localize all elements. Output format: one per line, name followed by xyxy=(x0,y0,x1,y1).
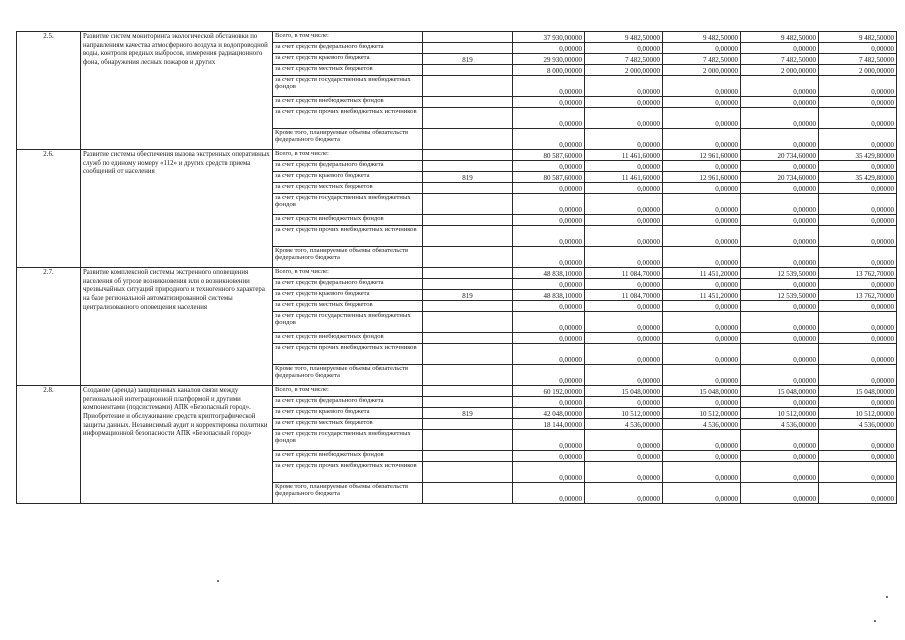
kbk-code: 819 xyxy=(423,290,513,301)
kbk-code: 819 xyxy=(423,408,513,419)
amount-cell: 11 461,60000 xyxy=(585,150,663,161)
amount-cell: 0,00000 xyxy=(513,215,585,226)
amount-cell: 0,00000 xyxy=(741,97,819,108)
kbk-code xyxy=(423,430,513,451)
funding-source: за счет средств местных бюджетов xyxy=(273,301,423,312)
amount-cell: 0,00000 xyxy=(585,247,663,268)
amount-cell: 0,00000 xyxy=(819,333,897,344)
kbk-code xyxy=(423,226,513,247)
amount-cell: 13 762,70000 xyxy=(819,268,897,279)
amount-cell: 0,00000 xyxy=(741,215,819,226)
amount-cell: 0,00000 xyxy=(513,301,585,312)
amount-cell: 0,00000 xyxy=(819,430,897,451)
amount-cell: 0,00000 xyxy=(585,161,663,172)
funding-source: за счет средств прочих внебюджетных источников xyxy=(273,344,423,365)
kbk-code xyxy=(423,150,513,161)
amount-cell: 0,00000 xyxy=(663,279,741,290)
funding-source: за счет средств внебюджетных фондов xyxy=(273,333,423,344)
amount-cell: 11 451,20000 xyxy=(663,268,741,279)
amount-cell: 0,00000 xyxy=(663,365,741,386)
amount-cell: 2 000,00000 xyxy=(741,65,819,76)
scan-speck xyxy=(886,596,888,598)
amount-cell: 7 482,50000 xyxy=(819,54,897,65)
amount-cell: 0,00000 xyxy=(585,301,663,312)
kbk-code xyxy=(423,108,513,129)
amount-cell: 0,00000 xyxy=(585,483,663,504)
kbk-code xyxy=(423,129,513,150)
amount-cell: 15 048,00000 xyxy=(663,386,741,397)
amount-cell: 0,00000 xyxy=(741,301,819,312)
kbk-code xyxy=(423,247,513,268)
amount-cell: 4 536,00000 xyxy=(819,419,897,430)
amount-cell: 8 000,00000 xyxy=(513,65,585,76)
amount-cell: 0,00000 xyxy=(741,194,819,215)
funding-source: за счет средств местных бюджетов xyxy=(273,65,423,76)
funding-source: Кроме того, планируемые объемы обязательств федерального бюджета xyxy=(273,129,423,150)
funding-source: за счет средств внебюджетных фондов xyxy=(273,215,423,226)
amount-cell: 0,00000 xyxy=(663,301,741,312)
kbk-code xyxy=(423,268,513,279)
section-description: Развитие систем мониторинга экологической обстановки по направлениям качества атмосферного воздуха и водопроводной воды, контроля вредных выбросов, измерения радиационного фона, обнаружения лесных пожаров и других xyxy=(81,32,273,150)
table-row xyxy=(17,386,897,397)
amount-cell: 37 930,00000 xyxy=(513,32,585,43)
kbk-code xyxy=(423,215,513,226)
amount-cell: 0,00000 xyxy=(585,365,663,386)
amount-cell: 0,00000 xyxy=(513,194,585,215)
amount-cell: 35 429,80000 xyxy=(819,150,897,161)
funding-source: за счет средств краевого бюджета xyxy=(273,290,423,301)
amount-cell: 0,00000 xyxy=(585,344,663,365)
kbk-code xyxy=(423,183,513,194)
amount-cell: 15 048,00000 xyxy=(585,386,663,397)
amount-cell: 0,00000 xyxy=(585,430,663,451)
funding-source: Кроме того, планируемые объемы обязательств федерального бюджета xyxy=(273,483,423,504)
amount-cell: 80 587,60000 xyxy=(513,172,585,183)
funding-source: за счет средств федерального бюджета xyxy=(273,43,423,54)
amount-cell: 0,00000 xyxy=(663,462,741,483)
kbk-code xyxy=(423,483,513,504)
amount-cell: 0,00000 xyxy=(513,462,585,483)
amount-cell: 0,00000 xyxy=(819,76,897,97)
amount-cell: 12 539,50000 xyxy=(741,290,819,301)
funding-source: за счет средств внебюджетных фондов xyxy=(273,97,423,108)
amount-cell: 15 048,00000 xyxy=(741,386,819,397)
kbk-code xyxy=(423,161,513,172)
amount-cell: 2 000,00000 xyxy=(585,65,663,76)
funding-source: за счет средств прочих внебюджетных источников xyxy=(273,462,423,483)
amount-cell: 7 482,50000 xyxy=(741,54,819,65)
table-row xyxy=(17,268,897,279)
amount-cell: 0,00000 xyxy=(513,430,585,451)
amount-cell: 0,00000 xyxy=(663,161,741,172)
amount-cell: 0,00000 xyxy=(585,397,663,408)
amount-cell: 0,00000 xyxy=(513,76,585,97)
amount-cell: 0,00000 xyxy=(819,183,897,194)
funding-source: за счет средств краевого бюджета xyxy=(273,172,423,183)
amount-cell: 0,00000 xyxy=(513,43,585,54)
amount-cell: 0,00000 xyxy=(585,312,663,333)
amount-cell: 0,00000 xyxy=(663,108,741,129)
amount-cell: 10 512,00000 xyxy=(741,408,819,419)
amount-cell: 0,00000 xyxy=(513,483,585,504)
amount-cell: 0,00000 xyxy=(585,183,663,194)
funding-source: за счет средств государственных внебюджетных фондов xyxy=(273,194,423,215)
amount-cell: 0,00000 xyxy=(819,483,897,504)
amount-cell: 9 482,50000 xyxy=(741,32,819,43)
kbk-code xyxy=(423,65,513,76)
amount-cell: 0,00000 xyxy=(819,247,897,268)
amount-cell: 0,00000 xyxy=(663,43,741,54)
amount-cell: 0,00000 xyxy=(585,43,663,54)
amount-cell: 0,00000 xyxy=(663,226,741,247)
amount-cell: 0,00000 xyxy=(663,194,741,215)
amount-cell: 0,00000 xyxy=(663,183,741,194)
amount-cell: 0,00000 xyxy=(819,397,897,408)
amount-cell: 12 539,50000 xyxy=(741,268,819,279)
amount-cell: 0,00000 xyxy=(663,129,741,150)
kbk-code: 819 xyxy=(423,172,513,183)
amount-cell: 11 451,20000 xyxy=(663,290,741,301)
amount-cell: 0,00000 xyxy=(513,333,585,344)
section-number: 2.7. xyxy=(17,268,81,386)
amount-cell: 42 048,00000 xyxy=(513,408,585,419)
kbk-code xyxy=(423,301,513,312)
amount-cell: 4 536,00000 xyxy=(741,419,819,430)
amount-cell: 0,00000 xyxy=(741,365,819,386)
amount-cell: 0,00000 xyxy=(585,129,663,150)
amount-cell: 0,00000 xyxy=(513,226,585,247)
amount-cell: 12 961,60000 xyxy=(663,172,741,183)
funding-source: Всего, в том числе: xyxy=(273,386,423,397)
amount-cell: 0,00000 xyxy=(819,108,897,129)
amount-cell: 0,00000 xyxy=(513,97,585,108)
amount-cell: 0,00000 xyxy=(663,76,741,97)
amount-cell: 4 536,00000 xyxy=(663,419,741,430)
funding-source: за счет средств федерального бюджета xyxy=(273,279,423,290)
kbk-code xyxy=(423,333,513,344)
funding-source: за счет средств прочих внебюджетных источников xyxy=(273,226,423,247)
amount-cell: 0,00000 xyxy=(663,483,741,504)
funding-source: за счет средств государственных внебюджетных фондов xyxy=(273,312,423,333)
amount-cell: 0,00000 xyxy=(513,397,585,408)
kbk-code xyxy=(423,462,513,483)
amount-cell: 0,00000 xyxy=(741,344,819,365)
scan-speck xyxy=(874,620,876,622)
amount-cell: 10 512,00000 xyxy=(663,408,741,419)
section-description: Развитие комплексной системы экстренного оповещения населения об угрозе возникновения или о возникновении чрезвычайных ситуаций природного и техногенного характера на базе региональной автоматизированной системы централизованного оповещения населения xyxy=(81,268,273,386)
budget-table xyxy=(16,31,897,504)
amount-cell: 0,00000 xyxy=(819,279,897,290)
kbk-code xyxy=(423,419,513,430)
amount-cell: 20 734,60000 xyxy=(741,172,819,183)
kbk-code: 819 xyxy=(423,54,513,65)
amount-cell: 0,00000 xyxy=(741,279,819,290)
kbk-code xyxy=(423,32,513,43)
funding-source: Кроме того, планируемые объемы обязательств федерального бюджета xyxy=(273,247,423,268)
kbk-code xyxy=(423,386,513,397)
section-description: Создание (аренда) защищенных каналов связи между региональной интеграционной платформой и другими компонентами (подсистемами) АПК «Безопасный город». Приобретение и обслуживание средств криптографической защиты данных. Независимый аудит и корректировка политики информационной безопасности АПК «Безопасный город» xyxy=(81,386,273,504)
amount-cell: 0,00000 xyxy=(513,312,585,333)
amount-cell: 0,00000 xyxy=(819,194,897,215)
kbk-code xyxy=(423,451,513,462)
amount-cell: 0,00000 xyxy=(741,247,819,268)
amount-cell: 0,00000 xyxy=(585,279,663,290)
funding-source: за счет средств федерального бюджета xyxy=(273,161,423,172)
amount-cell: 2 000,00000 xyxy=(663,65,741,76)
amount-cell: 11 084,70000 xyxy=(585,290,663,301)
amount-cell: 12 961,60000 xyxy=(663,150,741,161)
amount-cell: 0,00000 xyxy=(819,161,897,172)
amount-cell: 0,00000 xyxy=(663,97,741,108)
funding-source: за счет средств прочих внебюджетных источников xyxy=(273,108,423,129)
amount-cell: 0,00000 xyxy=(513,451,585,462)
amount-cell: 0,00000 xyxy=(819,301,897,312)
kbk-code xyxy=(423,279,513,290)
amount-cell: 0,00000 xyxy=(513,129,585,150)
amount-cell: 0,00000 xyxy=(741,312,819,333)
amount-cell: 11 461,60000 xyxy=(585,172,663,183)
amount-cell: 0,00000 xyxy=(741,397,819,408)
amount-cell: 18 144,00000 xyxy=(513,419,585,430)
amount-cell: 0,00000 xyxy=(585,333,663,344)
amount-cell: 0,00000 xyxy=(741,108,819,129)
amount-cell: 10 512,00000 xyxy=(819,408,897,419)
amount-cell: 0,00000 xyxy=(585,194,663,215)
amount-cell: 20 734,60000 xyxy=(741,150,819,161)
amount-cell: 9 482,50000 xyxy=(585,32,663,43)
amount-cell: 4 536,00000 xyxy=(585,419,663,430)
scan-speck xyxy=(217,580,219,582)
amount-cell: 0,00000 xyxy=(513,108,585,129)
amount-cell: 7 482,50000 xyxy=(663,54,741,65)
amount-cell: 0,00000 xyxy=(741,161,819,172)
amount-cell: 0,00000 xyxy=(513,161,585,172)
amount-cell: 0,00000 xyxy=(819,451,897,462)
amount-cell: 0,00000 xyxy=(741,333,819,344)
kbk-code xyxy=(423,76,513,97)
amount-cell: 0,00000 xyxy=(741,462,819,483)
funding-source: Кроме того, планируемые объемы обязательств федерального бюджета xyxy=(273,365,423,386)
amount-cell: 0,00000 xyxy=(819,43,897,54)
scan-speck xyxy=(740,498,741,500)
funding-source: за счет средств краевого бюджета xyxy=(273,408,423,419)
kbk-code xyxy=(423,194,513,215)
funding-source: Всего, в том числе: xyxy=(273,32,423,43)
kbk-code xyxy=(423,43,513,54)
amount-cell: 11 084,70000 xyxy=(585,268,663,279)
amount-cell: 0,00000 xyxy=(585,76,663,97)
section-number: 2.6. xyxy=(17,150,81,268)
amount-cell: 2 000,00000 xyxy=(819,65,897,76)
amount-cell: 0,00000 xyxy=(663,312,741,333)
amount-cell: 0,00000 xyxy=(663,344,741,365)
funding-source: Всего, в том числе: xyxy=(273,150,423,161)
funding-source: за счет средств краевого бюджета xyxy=(273,54,423,65)
amount-cell: 0,00000 xyxy=(513,279,585,290)
amount-cell: 0,00000 xyxy=(663,333,741,344)
section-number: 2.8. xyxy=(17,386,81,504)
kbk-code xyxy=(423,97,513,108)
funding-source: Всего, в том числе: xyxy=(273,268,423,279)
amount-cell: 0,00000 xyxy=(819,97,897,108)
amount-cell: 10 512,00000 xyxy=(585,408,663,419)
table-row xyxy=(17,32,897,43)
amount-cell: 0,00000 xyxy=(585,215,663,226)
amount-cell: 60 192,00000 xyxy=(513,386,585,397)
amount-cell: 0,00000 xyxy=(741,43,819,54)
amount-cell: 0,00000 xyxy=(741,226,819,247)
amount-cell: 0,00000 xyxy=(513,183,585,194)
amount-cell: 0,00000 xyxy=(513,247,585,268)
amount-cell: 9 482,50000 xyxy=(819,32,897,43)
section-description: Развитие системы обеспечения вызова экстренных оперативных служб по единому номеру «112» и других средств приема сообщений от населения xyxy=(81,150,273,268)
funding-source: за счет средств внебюджетных фондов xyxy=(273,451,423,462)
amount-cell: 0,00000 xyxy=(819,344,897,365)
amount-cell: 48 838,10000 xyxy=(513,290,585,301)
amount-cell: 0,00000 xyxy=(819,226,897,247)
amount-cell: 0,00000 xyxy=(585,451,663,462)
amount-cell: 0,00000 xyxy=(513,344,585,365)
amount-cell: 0,00000 xyxy=(663,451,741,462)
funding-source: за счет средств государственных внебюджетных фондов xyxy=(273,430,423,451)
amount-cell: 35 429,80000 xyxy=(819,172,897,183)
amount-cell: 0,00000 xyxy=(513,365,585,386)
amount-cell: 0,00000 xyxy=(819,312,897,333)
amount-cell: 0,00000 xyxy=(819,462,897,483)
kbk-code xyxy=(423,344,513,365)
amount-cell: 15 048,00000 xyxy=(819,386,897,397)
funding-source: за счет средств местных бюджетов xyxy=(273,419,423,430)
amount-cell: 0,00000 xyxy=(741,76,819,97)
funding-source: за счет средств федерального бюджета xyxy=(273,397,423,408)
amount-cell: 7 482,50000 xyxy=(585,54,663,65)
amount-cell: 0,00000 xyxy=(585,462,663,483)
amount-cell: 0,00000 xyxy=(663,430,741,451)
amount-cell: 13 762,70000 xyxy=(819,290,897,301)
amount-cell: 0,00000 xyxy=(741,129,819,150)
amount-cell: 9 482,50000 xyxy=(663,32,741,43)
funding-source: за счет средств государственных внебюджетных фондов xyxy=(273,76,423,97)
kbk-code xyxy=(423,312,513,333)
amount-cell: 0,00000 xyxy=(663,215,741,226)
amount-cell: 0,00000 xyxy=(585,226,663,247)
amount-cell: 0,00000 xyxy=(819,365,897,386)
amount-cell: 80 587,60000 xyxy=(513,150,585,161)
kbk-code xyxy=(423,397,513,408)
amount-cell: 0,00000 xyxy=(741,483,819,504)
amount-cell: 0,00000 xyxy=(741,183,819,194)
amount-cell: 0,00000 xyxy=(741,451,819,462)
section-number: 2.5. xyxy=(17,32,81,150)
amount-cell: 0,00000 xyxy=(741,430,819,451)
amount-cell: 0,00000 xyxy=(663,247,741,268)
amount-cell: 48 838,10000 xyxy=(513,268,585,279)
amount-cell: 0,00000 xyxy=(663,397,741,408)
amount-cell: 0,00000 xyxy=(585,108,663,129)
amount-cell: 0,00000 xyxy=(819,215,897,226)
funding-source: за счет средств местных бюджетов xyxy=(273,183,423,194)
amount-cell: 0,00000 xyxy=(585,97,663,108)
table-row xyxy=(17,150,897,161)
amount-cell: 0,00000 xyxy=(819,129,897,150)
amount-cell: 29 930,00000 xyxy=(513,54,585,65)
kbk-code xyxy=(423,365,513,386)
